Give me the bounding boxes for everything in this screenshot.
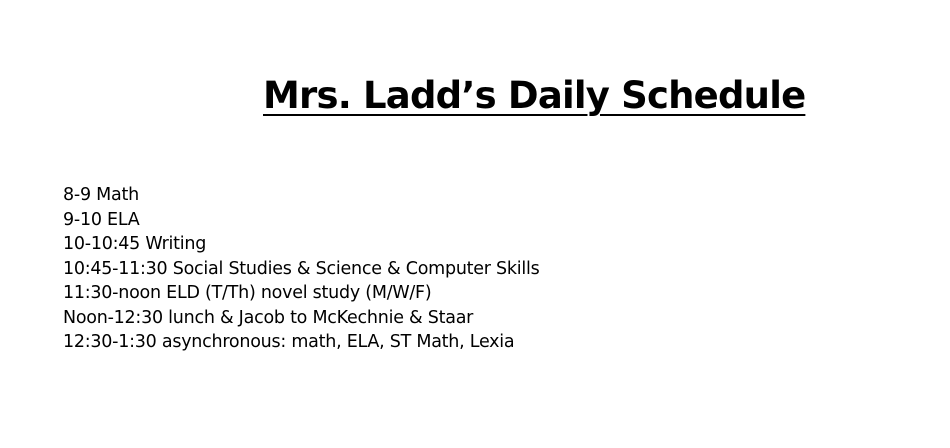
schedule-list [63, 183, 540, 355]
schedule-item: Noon-12:30 lunch & Jacob to McKechnie & Staar [63, 307, 474, 328]
schedule-item: 8-9 Math [63, 185, 139, 205]
schedule-item: 12:30-1:30 asynchronous: math, ELA, ST Math, Lexia [63, 332, 515, 352]
schedule-item: 10-10:45 Writing [63, 234, 207, 254]
schedule-item: 9-10 ELA [63, 209, 140, 230]
schedule-item: 11:30-noon ELD (T/Th) novel study (M/W/F) [63, 283, 432, 303]
page-title: Mrs. Ladd’s Daily Schedule [263, 74, 806, 117]
schedule-item: 10:45-11:30 Social Studies & Science & Computer Skills [63, 258, 540, 279]
